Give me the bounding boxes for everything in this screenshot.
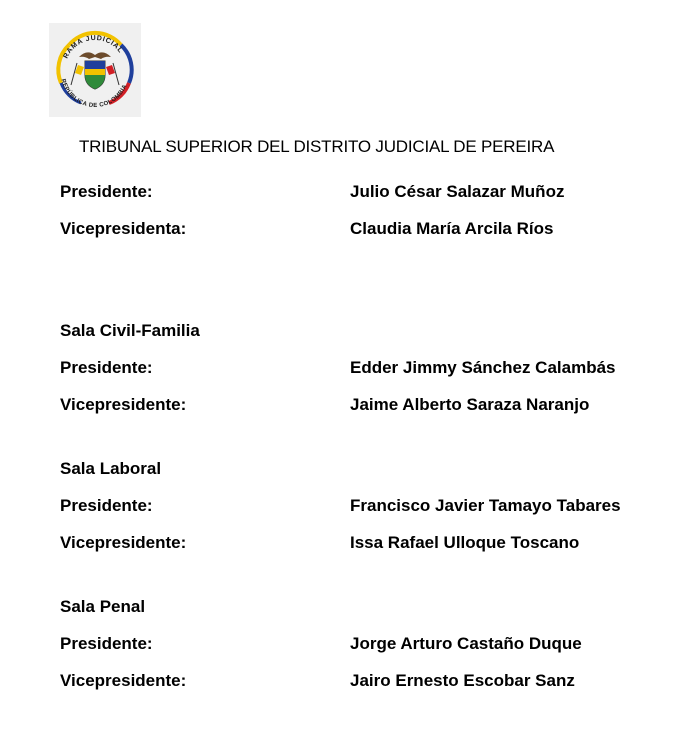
section-title-penal: Sala Penal [60,597,146,616]
person-name: Edder Jimmy Sánchez Calambás [350,358,616,377]
penal-vicepresident-row [60,671,660,697]
tribunal-vicepresident-row [60,219,660,245]
role-label: Vicepresidente: [60,671,187,690]
seal-top-text: RAMA JUDICIAL [62,34,125,60]
role-label: Presidente: [60,358,153,377]
laboral-vicepresident-row [60,533,660,559]
rama-judicial-seal [49,23,141,117]
seal-bottom-text: REPÚBLICA DE COLOMBIA [59,78,129,110]
role-label: Vicepresidente: [60,395,187,414]
civil-familia-vicepresident-row [60,395,660,421]
penal-president-row [60,634,660,660]
person-name: Issa Rafael Ulloque Toscano [350,533,580,552]
laboral-president-row [60,496,660,522]
person-name: Julio César Salazar Muñoz [350,182,565,201]
seal-emblem-icon [49,23,141,117]
civil-familia-president-row [60,358,660,384]
person-name: Jairo Ernesto Escobar Sanz [350,671,575,690]
left-flag-pole [71,63,77,85]
section-title-civil-familia: Sala Civil-Familia [60,321,200,340]
shield-band-yellow [85,69,105,75]
court-title: TRIBUNAL SUPERIOR DEL DISTRITO JUDICIAL DE PEREIRA [79,137,555,156]
shield-band-blue [85,61,105,69]
section-title-laboral: Sala Laboral [60,459,162,478]
condor-icon [79,52,111,59]
person-name: Francisco Javier Tamayo Tabares [350,496,621,515]
tribunal-president-row [60,182,660,208]
role-label: Presidente: [60,634,153,653]
person-name: Claudia María Arcila Ríos [350,219,554,238]
shield-band-green [85,75,105,89]
person-name: Jaime Alberto Saraza Naranjo [350,395,590,414]
role-label: Presidente: [60,496,153,515]
right-flag-pole [113,63,119,85]
role-label: Presidente: [60,182,153,201]
person-name: Jorge Arturo Castaño Duque [350,634,582,653]
role-label: Vicepresidente: [60,533,187,552]
role-label: Vicepresidenta: [60,219,187,238]
